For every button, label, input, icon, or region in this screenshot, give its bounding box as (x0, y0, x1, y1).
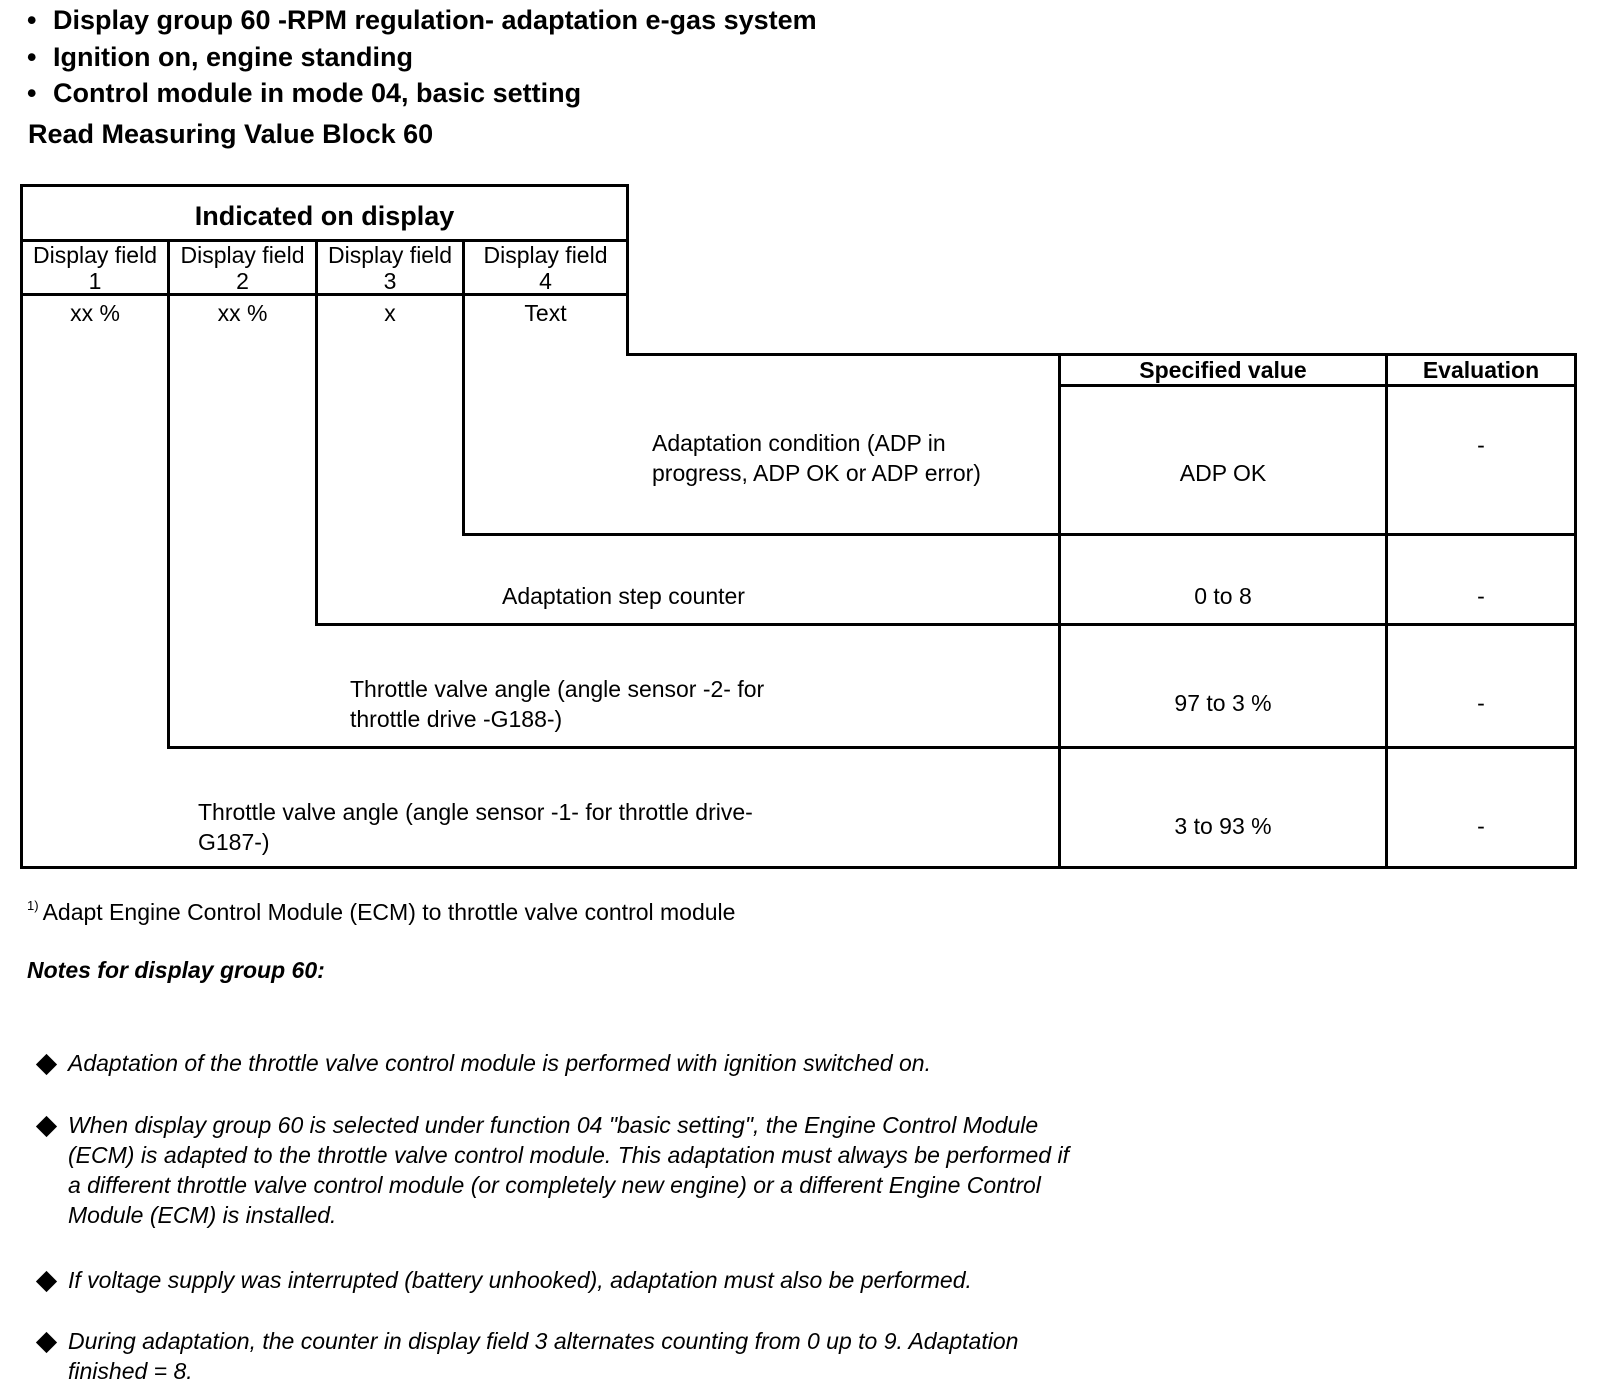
row-evaluation: - (1477, 432, 1485, 458)
row-evaluation: - (1477, 690, 1485, 716)
display-field-header: Display field 1 (33, 242, 157, 294)
row-specified: 97 to 3 % (1174, 690, 1272, 716)
display-field-value: xx % (217, 300, 268, 326)
display-field-header: Display field 3 (328, 242, 452, 294)
diamond-bullet-icon (36, 1054, 57, 1075)
diamond-bullet-icon (36, 1116, 57, 1137)
specified-value-header: Specified value (1139, 357, 1307, 383)
display-field-header: Display field 2 (180, 242, 305, 294)
row-description: Throttle valve angle (angle sensor -1- for throttle drive-G187-) (198, 799, 753, 855)
row-description: Adaptation step counter (502, 583, 745, 609)
row-description: Adaptation condition (ADP in progress, ADP OK or ADP error) (652, 430, 981, 486)
row-specified: 3 to 93 % (1174, 813, 1272, 839)
read-block-title: Read Measuring Value Block 60 (28, 119, 434, 149)
row-evaluation: - (1477, 813, 1485, 839)
indicated-title: Indicated on display (194, 201, 455, 231)
header-bullet: • Display group 60 -RPM regulation- adaptation e-gas system (27, 5, 817, 35)
display-field-value: xx % (70, 300, 120, 326)
diamond-bullet-icon (36, 1332, 57, 1353)
diamond-bullet-icon (36, 1271, 57, 1292)
footnote: $^{1)}$ Adapt Engine Control Module (ECM) to throttle valve control module (27, 898, 736, 925)
row-specified: ADP OK (1179, 460, 1267, 486)
display-field-header: Display field 4 (483, 242, 608, 294)
notes-title: Notes for display group 60: (27, 957, 325, 983)
row-description: Throttle valve angle (angle sensor -2- for throttle drive -G188-) (350, 676, 765, 732)
row-specified: 0 to 8 (1194, 583, 1252, 609)
header-bullet: • Control module in mode 04, basic setting (27, 78, 582, 108)
header-bullet: • Ignition on, engine standing (27, 42, 413, 72)
display-field-value: Text (524, 300, 567, 326)
evaluation-header: Evaluation (1422, 357, 1540, 383)
row-evaluation: - (1477, 583, 1485, 609)
display-field-value: x (384, 300, 396, 326)
